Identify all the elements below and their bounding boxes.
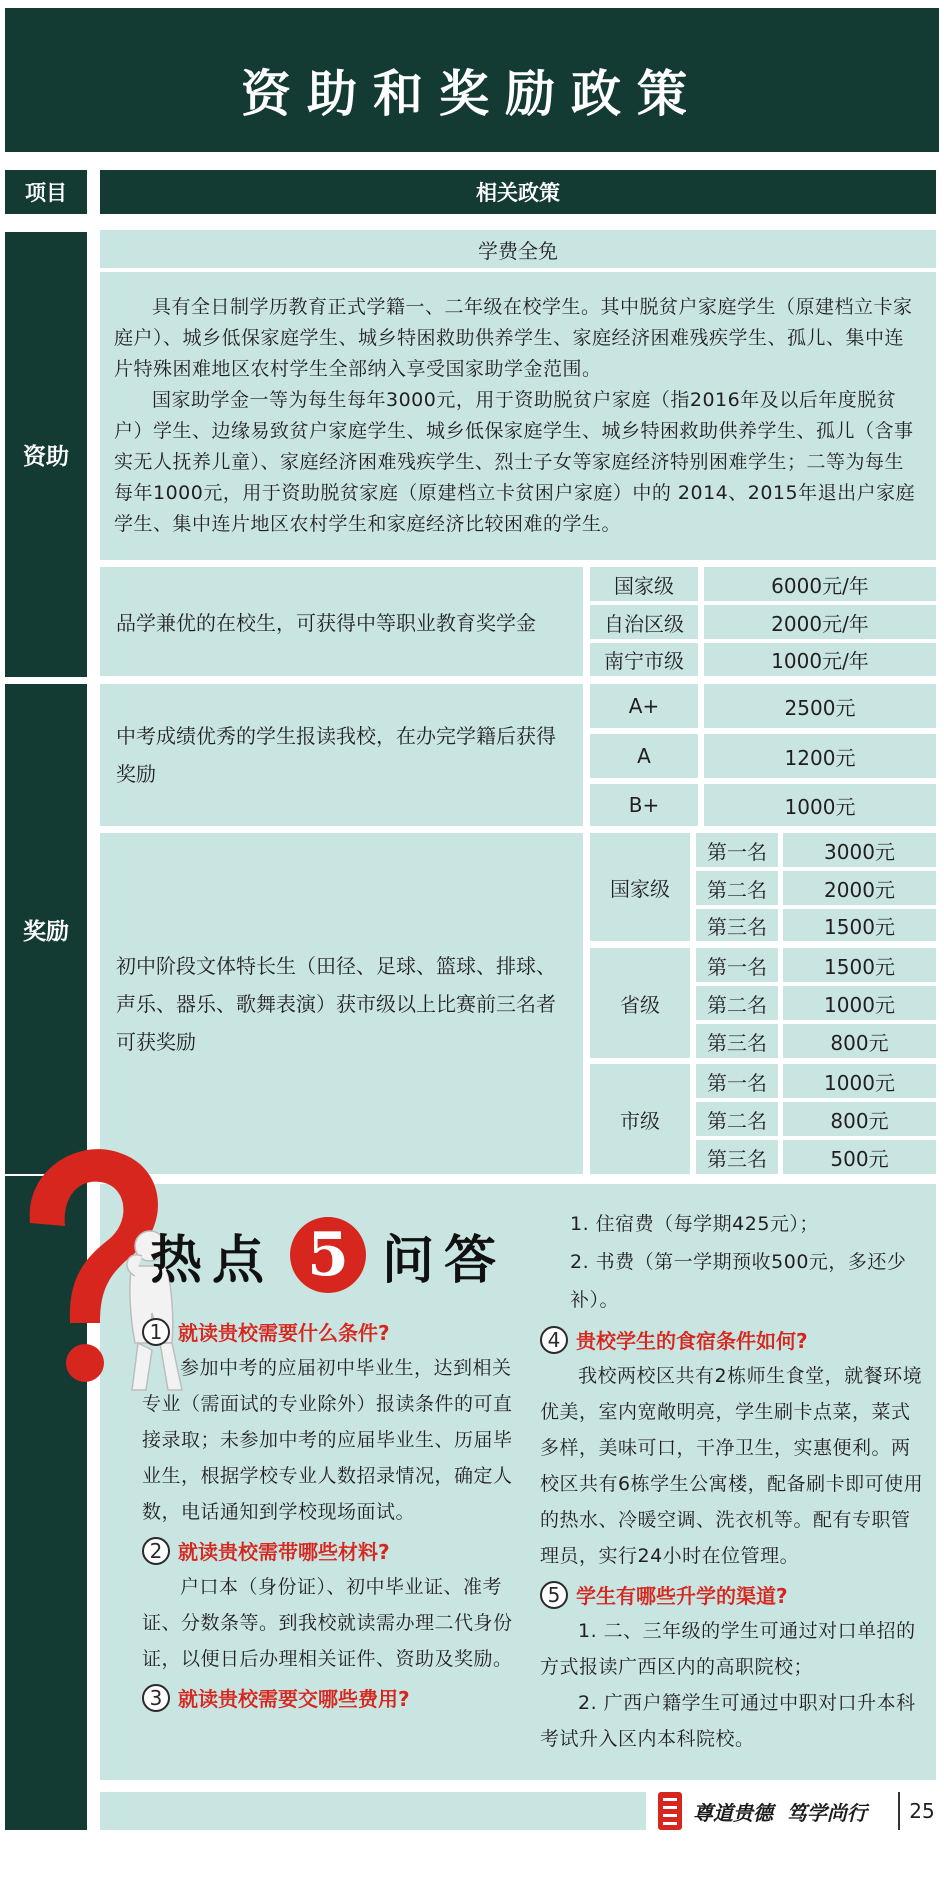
faq-answer-3-line-1: 1. 住宿费（每学期425元）；	[570, 1213, 819, 1235]
faq-answer-5-line-2: 2. 广西户籍学生可通过中职对口升本科考试升入区内本科院校。	[540, 1692, 916, 1750]
scholarship-text: 品学兼优的在校生，可获得中等职业教育奖学金	[116, 611, 536, 635]
talent-rank-label: 第二名	[707, 1108, 767, 1133]
talent-amount-label: 3000元	[824, 839, 895, 864]
talent-level-national	[590, 833, 690, 941]
faq-number-badge	[290, 1217, 366, 1293]
talent-amount-label: 1500元	[824, 914, 895, 939]
faq-answer-2: 户口本（身份证）、初中毕业证、准考证、分数条等。到我校就读需办理二代身份证，以便日后办理相关证件、资助及奖励。	[142, 1576, 513, 1670]
talent-amount	[783, 1140, 936, 1174]
aid-paragraph-2: 国家助学金一等为每生每年3000元，用于资助脱贫户家庭（指2016年及以后年度脱贫户）学生、边缘易致贫户家庭学生、城乡低保家庭学生、城乡特困救助供养学生、孤儿（含事实无人抚养儿童）、家庭经济困难残疾学生、烈士子女等家庭经济特别困难学生；二等为每生每年1000元，用于资助脱贫家庭（原建档立卡贫困户家庭）中的 2014、2015年退出户家庭学生、集中连片地区农村学生和家庭经济比较困难的学生。	[114, 389, 916, 535]
talent-rank	[696, 833, 778, 867]
faq-title	[150, 1215, 506, 1295]
talent-text: 初中阶段文体特长生（田径、足球、篮球、排球、声乐、器乐、歌舞表演）获市级以上比赛前三名者可获奖励	[116, 953, 556, 1054]
page-title: 资助和奖励政策	[241, 65, 703, 123]
talent-rank-label: 第一名	[707, 954, 767, 979]
talent-rank-label: 第一名	[707, 839, 767, 864]
footer-motto	[655, 1788, 895, 1834]
talent-level-label: 国家级	[610, 876, 670, 901]
scholarship-level-label: 自治区级	[604, 611, 684, 636]
column-header-policy	[100, 170, 936, 214]
exam-amount-label: 1200元	[784, 745, 856, 770]
section-aid-label: 资助	[23, 444, 69, 470]
exam-text: 中考成绩优秀的学生报读我校，在办完学籍后获得奖励	[116, 724, 556, 786]
talent-amount	[783, 871, 936, 905]
exam-amount-1	[704, 684, 936, 728]
faq-title-left: 热点	[150, 1230, 275, 1291]
question-number-badge: 5	[540, 1581, 568, 1609]
exam-grade-2	[590, 734, 698, 778]
page-number-label: 25	[909, 1799, 935, 1823]
section-aid	[5, 232, 87, 677]
motto-text: 尊道贵德 笃学尚行	[693, 1800, 867, 1825]
talent-rank-label: 第三名	[707, 1146, 767, 1171]
scholarship-amount-3	[704, 643, 936, 676]
exam-amount-label: 1000元	[784, 794, 856, 819]
section-award	[5, 684, 87, 1174]
talent-rank	[696, 986, 778, 1020]
exam-amount-label: 2500元	[784, 695, 856, 720]
exam-grade-label: B+	[628, 793, 660, 817]
question-number-badge: 4	[540, 1326, 568, 1354]
question-text: 就读贵校需要交哪些费用?	[178, 1687, 410, 1711]
faq-question-4	[540, 1325, 928, 1354]
talent-rank	[696, 1102, 778, 1136]
faq-answer-4: 我校两校区共有2栋师生食堂，就餐环境优美，室内宽敞明亮，学生刷卡点菜，菜式多样，美味可口，干净卫生，实惠便利。两校区共有6栋学生公寓楼，配备刷卡即可使用的热水、冷暖空调、洗衣机等。配有专职管理员，实行24小时在位管理。	[540, 1365, 924, 1567]
question-number-badge: 2	[142, 1537, 170, 1565]
exam-grade-label: A	[637, 744, 651, 768]
talent-rank-label: 第三名	[707, 1030, 767, 1055]
scholarship-level-label: 南宁市级	[604, 649, 684, 673]
talent-amount-label: 1500元	[824, 954, 895, 979]
scholarship-amount-label: 2000元/年	[771, 611, 869, 636]
talent-amount	[783, 986, 936, 1020]
talent-rank	[696, 1140, 778, 1174]
talent-amount	[783, 1102, 936, 1136]
aid-paragraph-1: 具有全日制学历教育正式学籍一、二年级在校学生。其中脱贫户家庭学生（原建档立卡家庭户）、城乡低保家庭学生、城乡特困救助供养学生、家庭经济困难残疾学生、孤儿、集中连片特殊困难地区农村学生全部纳入享受国家助学金范围。	[114, 296, 913, 380]
question-number-badge: 3	[142, 1684, 170, 1712]
talent-level-label: 市级	[620, 1108, 660, 1133]
talent-rank-label: 第二名	[707, 992, 767, 1017]
faq-question-2	[142, 1536, 530, 1565]
exam-amount-2	[704, 734, 936, 778]
talent-rank-label: 第二名	[707, 877, 767, 902]
faq-right-column	[540, 1205, 928, 1757]
talent-level-city	[590, 1064, 690, 1174]
faq-answer-1: 参加中考的应届初中毕业生，达到相关专业（需面试的专业除外）报读条件的可直接录取；未参加中考的应届毕业生、历届毕业生，根据学校专业人数招录情况，确定人数，电话通知到学校现场面试。	[142, 1357, 513, 1523]
talent-level-label: 省级	[620, 992, 660, 1017]
tuition-label: 学费全免	[478, 238, 558, 263]
talent-amount-label: 2000元	[824, 877, 895, 902]
talent-rank	[696, 909, 778, 941]
talent-level-province	[590, 948, 690, 1058]
talent-amount	[783, 1064, 936, 1098]
scholarship-level-2	[590, 605, 698, 639]
talent-rank-label: 第三名	[707, 914, 767, 939]
section-award-label: 奖励	[23, 918, 69, 945]
faq-question-1	[142, 1317, 530, 1346]
aid-description	[100, 272, 936, 560]
faq-number: 5	[307, 1220, 349, 1290]
talent-amount-label: 800元	[830, 1030, 889, 1055]
talent-rank	[696, 871, 778, 905]
talent-rank	[696, 948, 778, 982]
scholarship-amount-label: 1000元/年	[771, 649, 869, 673]
faq-left-column	[142, 1317, 530, 1712]
page-number	[902, 1792, 942, 1830]
faq-answer-3-line-2: 2. 书费（第一学期预收500元，多还少补）。	[570, 1251, 907, 1311]
column-header-policy-label: 相关政策	[476, 181, 560, 205]
talent-rank	[696, 1024, 778, 1058]
question-number-badge: 1	[142, 1318, 170, 1346]
talent-amount	[783, 1024, 936, 1058]
column-header-item	[5, 170, 87, 214]
talent-amount-label: 500元	[830, 1146, 889, 1171]
talent-rank-label: 第一名	[707, 1070, 767, 1095]
column-header-item-label: 项目	[25, 181, 67, 205]
talent-rank	[696, 1064, 778, 1098]
faq-title-right: 问答	[382, 1230, 507, 1291]
footer-divider	[898, 1792, 900, 1830]
exam-grade-3	[590, 784, 698, 826]
question-text: 就读贵校需带哪些材料?	[178, 1540, 390, 1564]
faq-answer-5-line-1: 1. 二、三年级的学生可通过对口单招的方式报读广西区内的高职院校；	[540, 1620, 916, 1678]
tuition-row	[100, 230, 936, 268]
talent-amount-label: 1000元	[824, 992, 895, 1017]
talent-amount-label: 800元	[830, 1108, 889, 1133]
exam-grade-1	[590, 684, 698, 728]
talent-amount-label: 1000元	[824, 1070, 895, 1095]
footer-bar	[100, 1792, 646, 1830]
question-text: 就读贵校需要什么条件?	[178, 1321, 390, 1345]
talent-amount	[783, 948, 936, 982]
question-text: 学生有哪些升学的渠道?	[576, 1584, 788, 1608]
page-header	[5, 8, 939, 152]
scholarship-amount-1	[704, 567, 936, 601]
talent-description	[100, 833, 583, 1174]
exam-grade-label: A+	[628, 694, 660, 718]
school-seal-icon	[655, 1790, 685, 1832]
faq-question-3	[142, 1683, 530, 1712]
talent-amount	[783, 909, 936, 941]
scholarship-level-3	[590, 643, 698, 676]
question-text: 贵校学生的食宿条件如何?	[576, 1329, 808, 1353]
exam-amount-3	[704, 784, 936, 826]
exam-description	[100, 684, 583, 826]
talent-amount	[783, 833, 936, 867]
scholarship-description	[100, 567, 583, 676]
scholarship-level-1	[590, 567, 698, 601]
faq-question-5	[540, 1580, 928, 1609]
scholarship-amount-label: 6000元/年	[771, 573, 869, 598]
scholarship-amount-2	[704, 605, 936, 639]
scholarship-level-label: 国家级	[614, 573, 674, 598]
